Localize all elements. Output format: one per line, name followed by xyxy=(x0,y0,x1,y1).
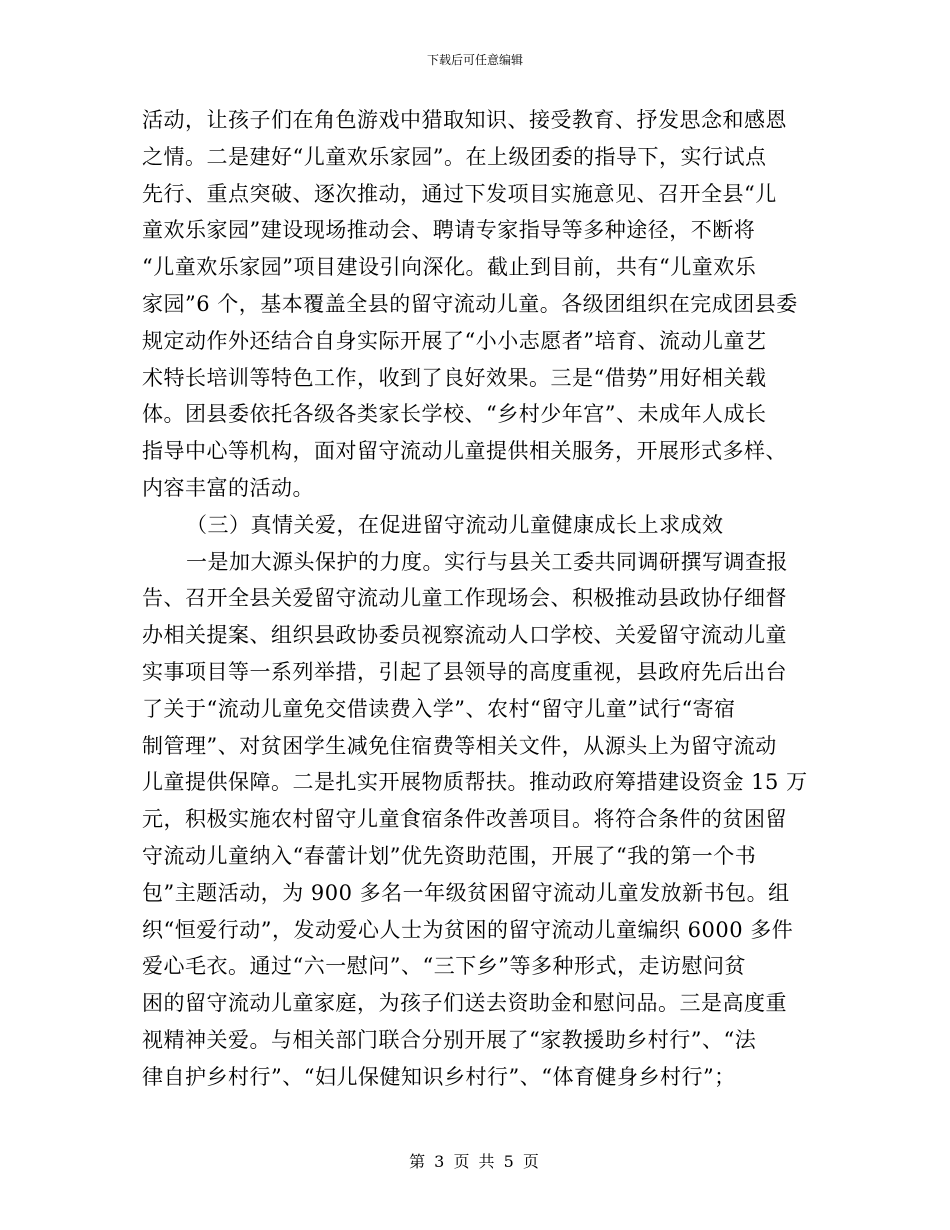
body-line: 告、召开全县关爱留守流动儿童工作现场会、积极推动县政协仔细督 xyxy=(142,586,787,611)
body-line: 爱心毛衣。通过“六一慰问”、“三下乡”等多种形式，走访慰问贫 xyxy=(142,954,746,979)
body-line: 织“恒爱行动”，发动爱心人士为贫困的留守流动儿童编织 6000 多件 xyxy=(142,917,794,942)
body-line: 指导中心等机构，面对留守流动儿童提供相关服务，开展形式多样、 xyxy=(142,439,787,464)
body-line: 活动，让孩子们在角色游戏中猎取知识、接受教育、抒发思念和感恩 xyxy=(142,108,787,132)
body-line: 体。团县委依托各级各类家长学校、“乡村少年宫”、未成年人成长 xyxy=(142,402,767,427)
body-line: 之情。二是建好“儿童欢乐家园”。在上级团委的指导下，实行试点 xyxy=(142,144,767,169)
document-body xyxy=(142,102,810,1096)
body-line: 先行、重点突破、逐次推动，通过下发项目实施意见、召开全县“儿 xyxy=(142,181,777,206)
body-line: 律自护乡村行”、“妇儿保健知识乡村行”、“体育健身乡村行”； xyxy=(142,1064,736,1089)
body-line: 童欢乐家园”建设现场推动会、聘请专家指导等多种途径，不断将 xyxy=(142,218,756,243)
body-line: 办相关提案、组织县政协委员视察流动人口学校、关爱留守流动儿童 xyxy=(142,623,787,648)
body-line: 儿童提供保障。二是扎实开展物质帮扶。推动政府筹措建设资金 15 万 xyxy=(142,770,808,795)
body-line: 规定动作外还结合自身实际开展了“小小志愿者”培育、流动儿童艺 xyxy=(142,328,767,353)
body-line: “儿童欢乐家园”项目建设引向深化。截止到目前，共有“儿童欢乐 xyxy=(142,255,757,280)
paragraph-start-line: 一是加大源头保护的力度。实行与县关工委共同调研撰写调查报 xyxy=(186,549,788,574)
body-line: 元，积极实施农村留守儿童食宿条件改善项目。将符合条件的贫困留 xyxy=(142,807,787,832)
body-line: 实事项目等一系列举措，引起了县领导的高度重视，县政府先后出台 xyxy=(142,659,787,684)
body-line: 包”主题活动，为 900 多名一年级贫困留守流动儿童发放新书包。组 xyxy=(142,880,790,905)
body-line: 家园”6 个，基本覆盖全县的留守流动儿童。各级团组织在完成团县委 xyxy=(142,291,798,316)
body-line: 术特长培训等特色工作，收到了良好效果。三是“借势”用好相关载 xyxy=(142,365,767,390)
page-number: 第 3 页 共 5 页 xyxy=(409,1152,541,1171)
body-line: 守流动儿童纳入“春蕾计划”优先资助范围，开展了“我的第一个书 xyxy=(142,843,757,868)
body-line: 视精神关爱。与相关部门联合分别开展了“家教援助乡村行”、“法 xyxy=(142,1027,757,1052)
body-line: 内容丰富的活动。 xyxy=(142,475,314,500)
page-header: 下载后可任意编辑 xyxy=(426,53,523,67)
body-line: 困的留守流动儿童家庭，为孩子们送去资助金和慰问品。三是高度重 xyxy=(142,991,787,1016)
body-line: 制管理”、对贫困学生减免住宿费等相关文件，从源头上为留守流动 xyxy=(142,733,777,758)
section-heading: （三）真情关爱，在促进留守流动儿童健康成长上求成效 xyxy=(186,512,724,537)
body-line: 了关于“流动儿童免交借读费入学”、农村“留守儿童”试行“寄宿 xyxy=(142,696,736,721)
